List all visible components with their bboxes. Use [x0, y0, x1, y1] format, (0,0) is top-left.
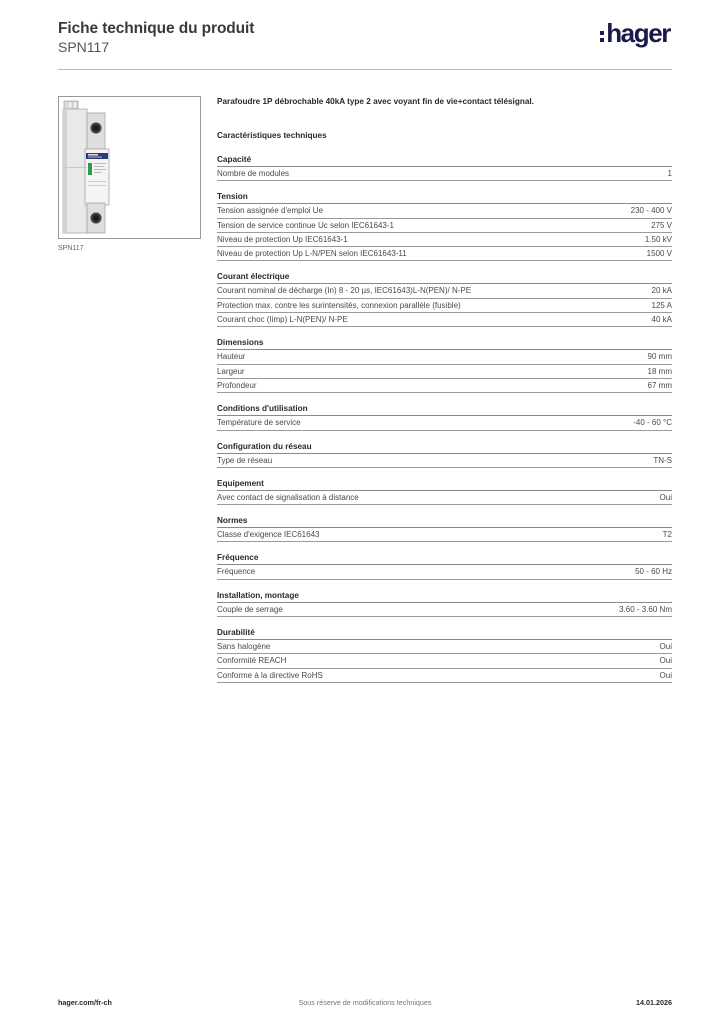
logo-text: hager	[606, 18, 670, 48]
section-title: Courant électrique	[217, 272, 672, 284]
characteristic-label: Avec contact de signalisation à distance	[217, 492, 359, 502]
characteristic-row	[217, 454, 672, 468]
characteristic-value: 50 - 60 Hz	[635, 567, 672, 577]
characteristic-label: Courant choc (Iimp) L-N(PEN)/ N-PE	[217, 315, 348, 325]
section-title: Installation, montage	[217, 591, 672, 603]
characteristic-label: Conformité REACH	[217, 656, 287, 666]
characteristic-value: Oui	[659, 642, 672, 652]
characteristic-value: Oui	[659, 656, 672, 666]
characteristic-label: Nombre de modules	[217, 169, 290, 178]
characteristic-value: 1500 V	[646, 249, 672, 259]
characteristic-value: 3.60 - 3.60 Nm	[619, 604, 672, 614]
characteristic-row	[217, 233, 672, 247]
section-title: Configuration du réseau	[217, 442, 672, 454]
characteristic-value: 67 mm	[647, 380, 672, 390]
characteristic-section	[217, 442, 672, 468]
characteristic-row	[217, 204, 672, 218]
product-image-caption: SPN117	[58, 245, 84, 252]
characteristic-label: Courant nominal de décharge (In) 8 - 20 µs, IEC61643)L-N(PEN)/ N-PE	[217, 286, 472, 296]
characteristic-row	[217, 299, 672, 313]
characteristic-label: Couple de serrage	[217, 604, 283, 614]
section-title: Dimensions	[217, 338, 672, 350]
characteristic-section	[217, 628, 672, 683]
characteristic-value: 90 mm	[647, 352, 672, 362]
characteristic-row	[217, 565, 672, 579]
characteristic-value: 1.50 kV	[644, 234, 672, 244]
footer-notice: Sous réserve de modifications techniques	[298, 998, 432, 1007]
section-title: Fréquence	[217, 553, 672, 565]
characteristic-value: 1	[667, 169, 672, 178]
characteristic-row	[217, 416, 672, 430]
product-reference: SPN117	[58, 39, 110, 55]
characteristic-row	[217, 350, 672, 364]
characteristic-label: Fréquence	[217, 567, 256, 577]
characteristic-label: Type de réseau	[217, 455, 273, 465]
characteristic-row	[217, 379, 672, 393]
characteristic-value: Oui	[659, 492, 672, 502]
characteristic-row	[217, 669, 672, 683]
characteristic-value: 230 - 400 V	[630, 206, 672, 216]
characteristic-row	[217, 528, 672, 542]
characteristic-label: Tension de service continue Uc selon IEC61643-1	[217, 220, 394, 230]
characteristic-value: 275 V	[651, 220, 672, 230]
characteristic-row	[217, 654, 672, 668]
characteristic-section	[217, 516, 672, 542]
characteristic-label: Classe d'exigence IEC61643	[217, 530, 320, 540]
section-title: Normes	[217, 516, 672, 528]
technical-characteristics-title: Caractéristiques techniques	[217, 131, 327, 140]
characteristic-label: Conforme à la directive RoHS	[217, 670, 323, 680]
characteristic-row	[217, 313, 672, 327]
characteristic-section	[217, 155, 672, 181]
header-divider	[58, 69, 672, 70]
section-title: Capacité	[217, 155, 672, 167]
product-content	[217, 96, 672, 694]
characteristic-label: Niveau de protection Up IEC61643-1	[217, 234, 348, 244]
footer-website: hager.com/fr-ch	[58, 998, 112, 1007]
characteristic-value: 20 kA	[651, 286, 672, 296]
page-header	[58, 20, 672, 68]
characteristic-value: T2	[662, 530, 672, 540]
product-image	[59, 97, 200, 238]
characteristic-value: -40 - 60 °C	[633, 418, 672, 428]
characteristic-value: 125 A	[651, 300, 672, 310]
section-title: Tension	[217, 192, 672, 204]
characteristic-row	[217, 247, 672, 261]
characteristic-section	[217, 553, 672, 579]
characteristic-value: 18 mm	[647, 366, 672, 376]
characteristic-section	[217, 272, 672, 327]
footer-date: 14.01.2026	[636, 998, 672, 1007]
characteristic-value: Oui	[659, 670, 672, 680]
characteristic-label: Protection max. contre les surintensités, connexion parallèle (fusible)	[217, 300, 461, 310]
characteristic-row	[217, 219, 672, 233]
product-description: Parafoudre 1P débrochable 40kA type 2 avec voyant fin de vie+contact télésignal.	[217, 97, 534, 106]
characteristics-list	[217, 155, 672, 683]
characteristic-section	[217, 479, 672, 505]
hager-logo	[600, 20, 670, 50]
characteristic-label: Profondeur	[217, 380, 257, 390]
section-title: Equipement	[217, 479, 672, 491]
characteristic-section	[217, 338, 672, 393]
characteristic-label: Largeur	[217, 366, 245, 376]
section-title: Conditions d'utilisation	[217, 404, 672, 416]
page-footer	[58, 998, 672, 1010]
characteristic-row	[217, 640, 672, 654]
logo-dots-icon	[600, 31, 604, 42]
characteristic-value: 40 kA	[651, 315, 672, 325]
characteristic-row	[217, 167, 672, 181]
characteristic-label: Hauteur	[217, 352, 246, 362]
characteristic-value: TN-S	[653, 455, 672, 465]
document-title: Fiche technique du produit	[58, 20, 255, 37]
characteristic-row	[217, 284, 672, 298]
characteristic-label: Sans halogène	[217, 642, 271, 652]
characteristic-section	[217, 404, 672, 430]
characteristic-label: Tension assignée d'emploi Ue	[217, 206, 324, 216]
section-title: Durabilité	[217, 628, 672, 640]
product-image-frame	[58, 96, 201, 239]
characteristic-section	[217, 591, 672, 617]
characteristic-label: Température de service	[217, 418, 301, 428]
characteristic-section	[217, 192, 672, 261]
characteristic-label: Niveau de protection Up L-N/PEN selon IEC61643-11	[217, 249, 407, 259]
characteristic-row	[217, 603, 672, 617]
characteristic-row	[217, 491, 672, 505]
characteristic-row	[217, 365, 672, 379]
